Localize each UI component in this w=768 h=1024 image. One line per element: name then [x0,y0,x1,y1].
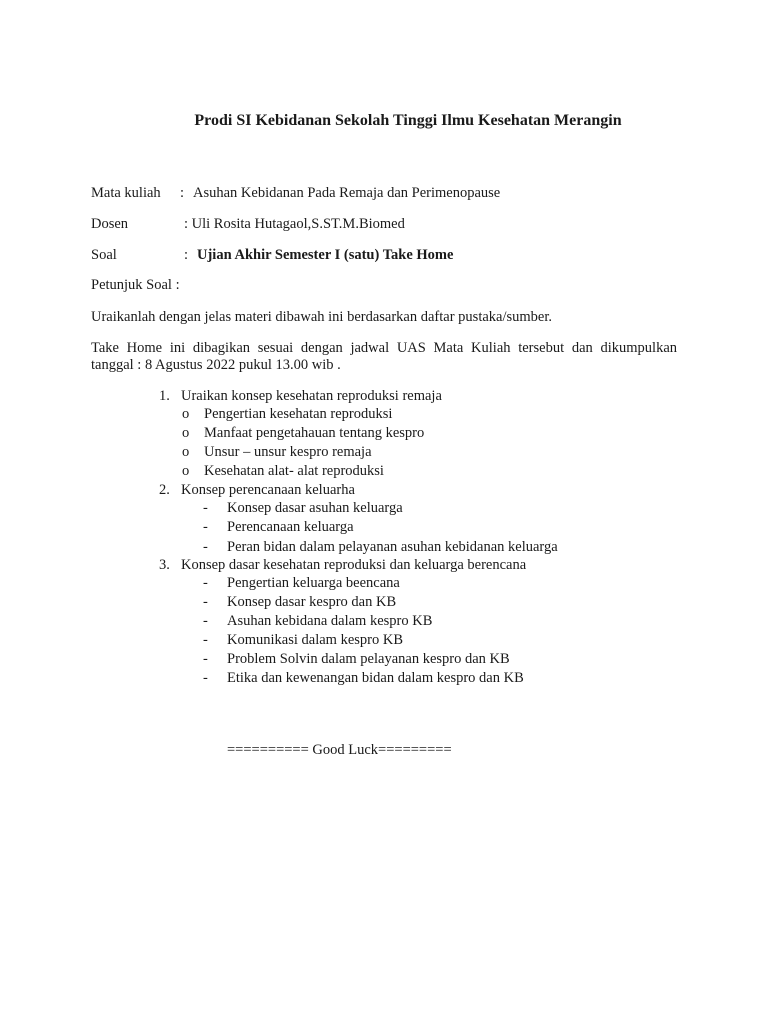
list-item: Pengertian kesehatan reproduksi [204,406,393,422]
instructions-line-2b: tanggal : 8 Agustus 2022 pukul 13.00 wib . [91,357,341,373]
list-item: Konsep dasar kespro dan KB [227,594,397,610]
dash-marker: - [203,613,208,629]
list-item: Perencanaan keluarga [227,519,354,535]
list-item: Kesehatan alat- alat reproduksi [204,463,384,479]
dash-marker: - [203,519,208,535]
lecturer-value: : Uli Rosita Hutagaol,S.ST.M.Biomed [184,216,405,232]
bullet-marker: o [182,425,190,441]
list-item: Manfaat pengetahauan tentang kespro [204,425,425,441]
dash-marker: - [203,500,208,516]
bullet-marker: o [182,444,190,460]
question-type-row [91,247,454,264]
course-colon: : [180,185,185,201]
list-item: Etika dan kewenangan bidan dalam kespro dan KB [227,670,524,686]
dash-marker: - [203,670,208,686]
question-2-number: 2. [159,482,170,498]
course-value: Asuhan Kebidanan Pada Remaja dan Perimenopause [193,185,501,201]
question-type-colon: : [184,247,189,263]
question-3-number: 3. [159,557,170,573]
dash-marker: - [203,594,208,610]
course-label: Mata kuliah [91,185,161,201]
question-1-text: Uraikan konsep kesehatan reproduksi remaja [181,388,442,404]
bullet-marker: o [182,463,190,479]
question-1-number: 1. [159,388,170,404]
list-item: Unsur – unsur kespro remaja [204,444,372,460]
document-title: Prodi SI Kebidanan Sekolah Tinggi Ilmu Kesehatan Merangin [194,112,622,129]
list-item: Konsep dasar asuhan keluarga [227,500,403,516]
list-item: Problem Solvin dalam pelayanan kespro dan KB [227,651,510,667]
list-item: Asuhan kebidana dalam kespro KB [227,613,433,629]
instructions-label: Petunjuk Soal : [91,277,180,293]
good-luck-closing: ========== Good Luck========= [227,742,452,758]
list-item: Pengertian keluarga beencana [227,575,400,591]
question-3-text: Konsep dasar kesehatan reproduksi dan keluarga berencana [181,557,527,573]
instructions-line-1: Uraikanlah dengan jelas materi dibawah ini berdasarkan daftar pustaka/sumber. [91,309,553,325]
list-item: Peran bidan dalam pelayanan asuhan kebidanan keluarga [227,539,558,555]
lecturer-label: Dosen [91,216,129,232]
question-type-label: Soal [91,247,117,263]
dash-marker: - [203,632,208,648]
dash-marker: - [203,651,208,667]
dash-marker: - [203,575,208,591]
list-item: Komunikasi dalam kespro KB [227,632,403,648]
lecturer-row [91,216,405,233]
instructions-line-2a: Take Home ini dibagikan sesuai dengan jadwal UAS Mata Kuliah tersebut dan dikumpulkan [91,340,677,356]
question-type-value: Ujian Akhir Semester I (satu) Take Home [197,247,454,263]
dash-marker: - [203,539,208,555]
bullet-marker: o [182,406,190,422]
question-2-text: Konsep perencanaan keluarha [181,482,355,498]
course-row [91,185,501,202]
